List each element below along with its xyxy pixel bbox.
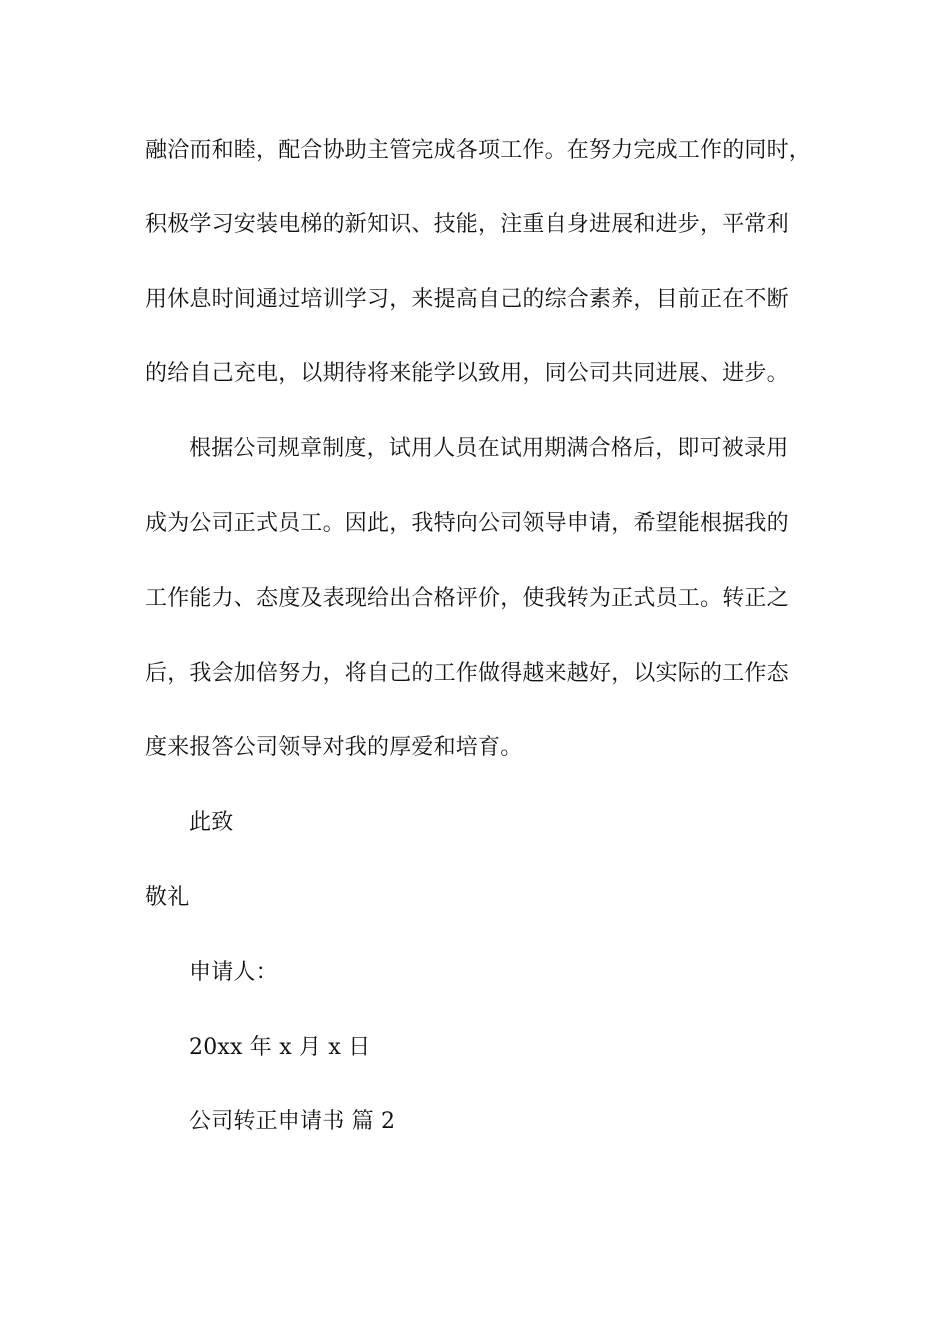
- applicant-label: 申请人：: [189, 960, 278, 985]
- date-line: 20xx 年 x 月 x 日: [189, 1035, 371, 1060]
- body-line-1: 融洽而和睦，配合协助主管完成各项工作。在努力完成工作的同时，: [145, 138, 812, 163]
- body-line-2: 积极学习安装电梯的新知识、技能，注重自身进展和进步，平常利: [145, 212, 789, 237]
- body-line-3: 用休息时间通过培训学习，来提高自己的综合素养，目前正在不断: [145, 287, 789, 312]
- body-line-5: 根据公司规章制度，试用人员在试用期满合格后，即可被录用: [189, 436, 789, 461]
- section-heading: 公司转正申请书 篇 2: [189, 1109, 396, 1134]
- body-line-4: 的给自己充电，以期待将来能学以致用，同公司共同进展、进步。: [145, 361, 789, 386]
- body-line-7: 工作能力、态度及表现给出合格评价，使我转为正式员工。转正之: [145, 586, 789, 611]
- body-line-9: 度来报答公司领导对我的厚爱和培育。: [145, 735, 523, 760]
- body-line-8: 后，我会加倍努力，将自己的工作做得越来越好，以实际的工作态: [145, 661, 789, 686]
- closing-regards: 敬礼: [145, 885, 190, 910]
- closing-salutation: 此致: [189, 810, 234, 835]
- body-line-6: 成为公司正式员工。因此，我特向公司领导申请，希望能根据我的: [145, 511, 789, 536]
